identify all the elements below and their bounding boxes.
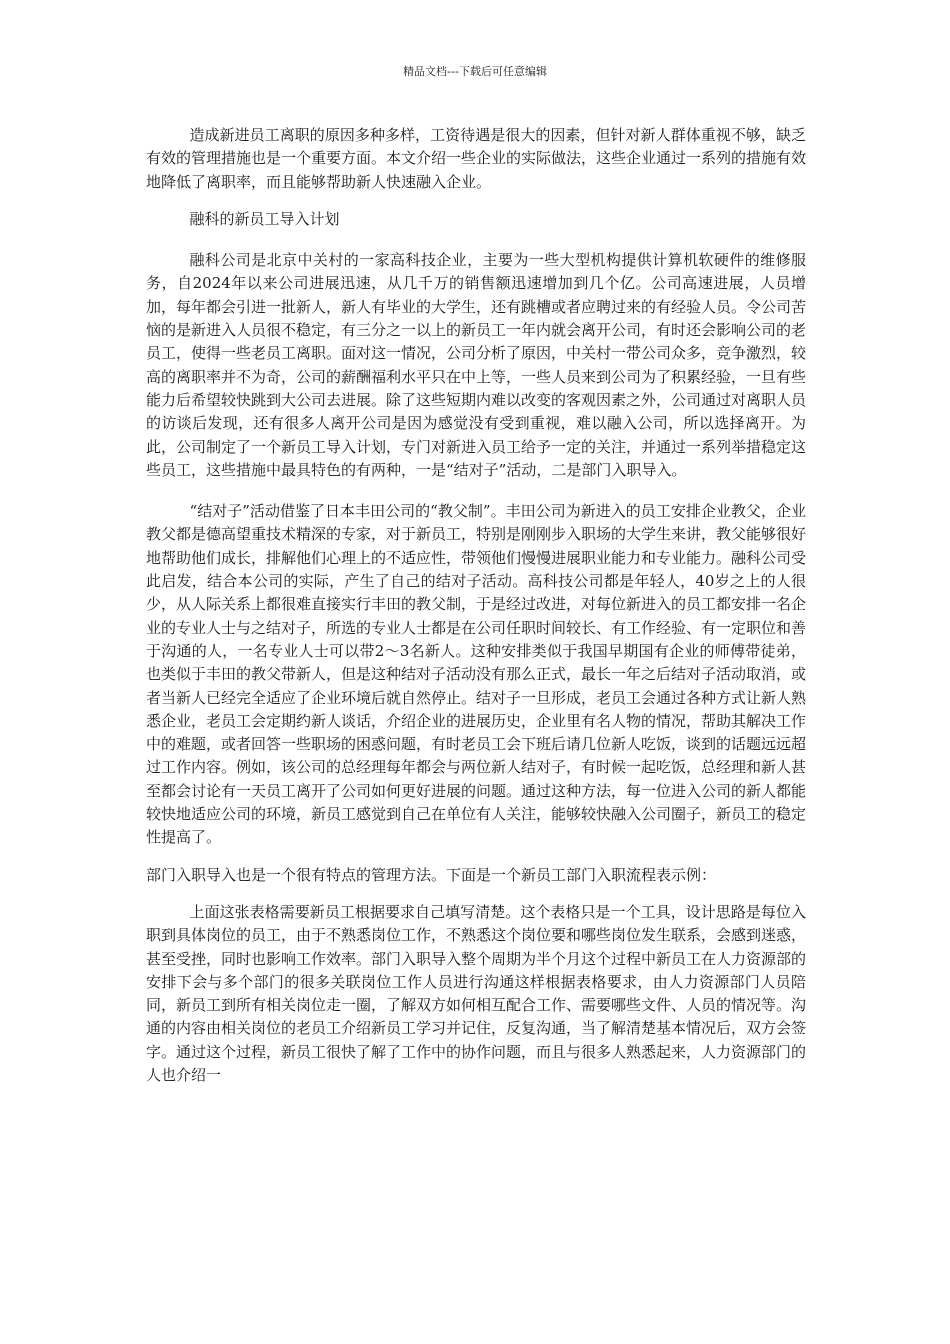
company-background-paragraph: 融科公司是北京中关村的一家高科技企业，主要为一些大型机构提供计算机软硬件的维修服务，自2024年以来公司进展迅速，从几千万的销售额迅速增加到几个亿。公司高速进展，人员增加，每年都会引进一批新人，新人有毕业的大学生，还有跳槽或者应聘过来的有经验人员。令公司苦恼的是新进入人员很不稳定，有三分之一以上的新员工一年内就会离开公司，有时还会影响公司的老员工，使得一些老员工离职。面对这一情况，公司分析了原因，中关村一带公司众多，竞争激烈，较高的离职率并不为奇，公司的薪酬福利水平只在中上等，一些人员来到公司为了积累经验，一旦有些能力后希望较快跳到大公司去进展。除了这些短期内难以改变的客观因素之外，公司通过对离职人员的访谈后发现，还有很多人离开公司是因为感觉没有受到重视，难以融入公司，所以选择离开。为此，公司制定了一个新员工导入计划，专门对新进入员工给予一定的关注，并通过一系列举措稳定这些员工，这些措施中最具特色的有两种，一是“结对子”活动，二是部门入职导入。 bbox=[146, 251, 807, 479]
onboarding-form-paragraph: 上面这张表格需要新员工根据要求自己填写清楚。这个表格只是一个工具，设计思路是每位入职到具体岗位的员工，由于不熟悉岗位工作，不熟悉这个岗位要和哪些岗位发生联系，会感到迷惑，甚至受挫，同时也影响工作效率。部门入职导入整个周期为半个月这个过程中新员工在人力资源部的安排下会与多个部门的很多关联岗位工作人员进行沟通这样根据表格要求，由人力资源部门人员陪同，新员工到所有相关岗位走一圈，了解双方如何相互配合工作、需要哪些文件、人员的情况等。沟通的内容由相关岗位的老员工介绍新员工学习并记住，反复沟通，当了解清楚基本情况后，双方会签字。通过这个过程，新员工很快了解了工作中的协作问题，而且与很多人熟悉起来，人力资源部门的人也介绍一 bbox=[146, 902, 807, 1084]
pairing-activity-paragraph: “结对子”活动借鉴了日本丰田公司的“教父制”。丰田公司为新进入的员工安排企业教父，企业教父都是德高望重技术精深的专家，对于新员工，特别是刚刚步入职场的大学生来讲，教父能够很好地帮助他们成长，排解他们心理上的不适应性，带领他们慢慢进展职业能力和专业能力。融科公司受此启发，结合本公司的实际，产生了自己的结对子活动。高科技公司都是年轻人，40岁之上的人很少，从人际关系上都很难直接实行丰田的教父制，于是经过改进，对每位新进入的员工都安排一名企业的专业人士与之结对子，所选的专业人士都是在公司任职时间较长、有工作经验、有一定职位和善于沟通的人，一名专业人士可以带2～3名新人。这种安排类似于我国早期国有企业的师傅带徒弟，也类似于丰田的教父带新人，但是这种结对子活动没有那么正式，最长一年之后结对子活动取消，或者当新人已经完全适应了企业环境后就自然停止。结对子一旦形成，老员工会通过各种方式让新人熟悉企业，老员工会定期约新人谈话，介绍企业的进展历史，企业里有名人物的情况，帮助其解决工作中的难题，或者回答一些职场的困惑问题，有时老员工会下班后请几位新人吃饭，谈到的话题远远超过工作内容。例如，该公司的总经理每年都会与两位新人结对子，有时候一起吃饭，总经理和新人甚至都会讨论有一天员工离开了公司如何更好进展的问题。通过这种方法，每一位进入公司的新人都能较快地适应公司的环境，新员工感觉到自己在单位有人关注，能够较快融入公司圈子，新员工的稳定性提高了。 bbox=[146, 502, 807, 847]
page-header: 精品文档---下载后可任意编辑 bbox=[403, 65, 547, 78]
intro-paragraph: 造成新进员工离职的原因多种多样，工资待遇是很大的因素，但针对新人群体重视不够，缺乏有效的管理措施也是一个重要方面。本文介绍一些企业的实际做法，这些企业通过一系列的措施有效地降低了离职率，而且能够帮助新人快速融入企业。 bbox=[146, 126, 807, 191]
department-onboarding-intro: 部门入职导入也是一个很有特点的管理方法。下面是一个新员工部门入职流程表示例： bbox=[146, 865, 717, 884]
document-body bbox=[146, 124, 806, 1087]
section-heading: 融科的新员工导入计划 bbox=[189, 209, 340, 228]
